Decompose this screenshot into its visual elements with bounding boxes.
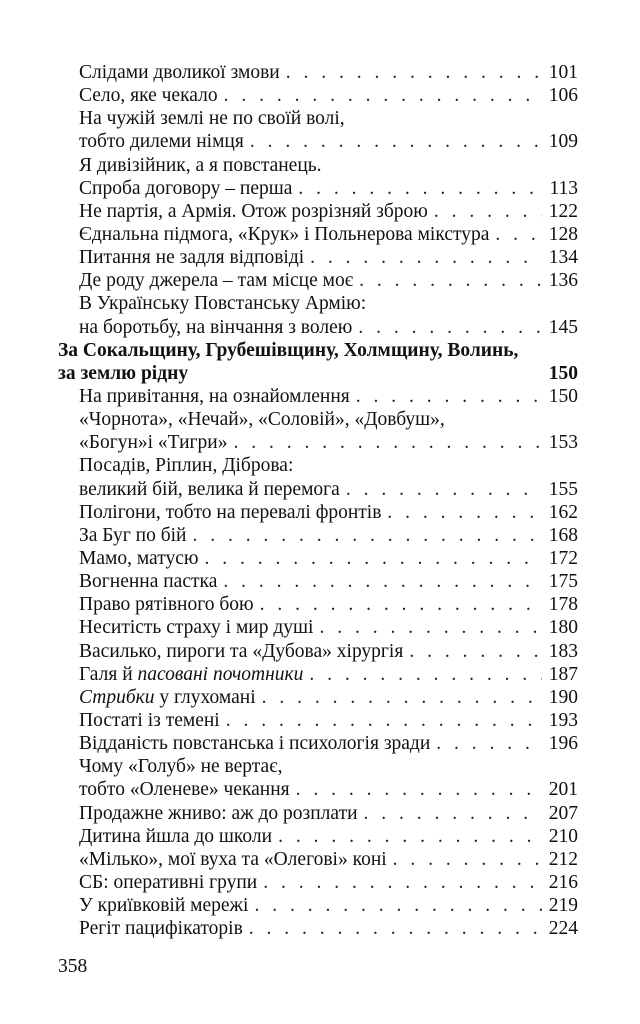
leader-dots (223, 570, 542, 593)
toc-title (79, 755, 282, 778)
toc-title (79, 871, 257, 894)
toc-entry (0, 200, 640, 223)
toc-entry (0, 431, 640, 454)
toc-line (79, 292, 578, 315)
leader-dots (250, 130, 542, 153)
leader-dots (436, 732, 542, 755)
toc-title-text: Мамо, матусю (79, 547, 199, 569)
toc-page-number: 162 (548, 501, 578, 523)
toc-line (58, 339, 578, 362)
toc-page-number: 207 (548, 802, 578, 824)
toc-title-text: «Богун»і «Тигри» (79, 432, 228, 454)
toc-page-number: 145 (548, 316, 578, 338)
toc-title-text: Дитина йшла до школи (79, 825, 273, 847)
toc-line (79, 894, 578, 917)
leader-dots (310, 246, 542, 269)
toc-title-text: Слідами дволикої змови (79, 62, 280, 83)
toc-entry (0, 616, 640, 639)
toc-page-number: 212 (548, 848, 578, 870)
leader-dots (409, 640, 542, 663)
toc-page-number: 190 (548, 686, 578, 708)
toc-line (79, 802, 578, 825)
toc-title (79, 524, 186, 547)
toc-title (79, 917, 243, 940)
leader-dots (434, 200, 542, 223)
leader-dots (286, 61, 542, 84)
toc-title-text: Василько, пироги та «Дубова» хірургія (79, 640, 404, 662)
toc-title (79, 894, 248, 917)
toc-title-text: Не партія, а Армія. Отож розрізняй зброю (79, 200, 428, 222)
toc-entry (0, 848, 640, 871)
toc-title-rest: у глухомані (154, 686, 256, 708)
toc-page-number: 183 (548, 640, 578, 662)
toc-title-text: Неситість страху і мир душі (79, 617, 314, 639)
toc-line (79, 778, 578, 801)
toc-section-line (0, 339, 640, 362)
toc-page-number: 193 (548, 709, 578, 731)
toc-entry (0, 223, 640, 246)
toc-line (79, 755, 578, 778)
toc-line (79, 408, 578, 431)
toc-line (58, 362, 578, 385)
toc-page-number: 113 (549, 177, 578, 199)
toc-page-number: 134 (548, 247, 578, 269)
toc-page-number: 180 (548, 617, 578, 639)
toc-title (79, 593, 254, 616)
toc-entry (0, 570, 640, 593)
toc-title-text: Село, яке чекало (79, 85, 218, 107)
toc-entry (0, 686, 640, 709)
toc-title-text: на боротьбу, на вінчання з волею (79, 316, 353, 338)
toc-title-text: Де роду джерела – там місце моє (79, 270, 354, 292)
toc-title (79, 431, 227, 454)
toc-title (79, 709, 220, 732)
leader-dots (356, 385, 542, 408)
toc-line (79, 501, 578, 524)
toc-title (79, 848, 387, 871)
toc-entry (0, 802, 640, 825)
toc-title (79, 154, 322, 177)
toc-title-text: За Сокальщину, Грубешівщину, Холмщину, Волинь, (58, 339, 519, 361)
toc-title-text: Спроба договору – перша (79, 177, 293, 199)
toc-title-text: за землю рідну (58, 362, 189, 384)
toc-line (79, 524, 578, 547)
leader-dots (358, 316, 542, 339)
toc-entry (0, 547, 640, 570)
toc-entry (0, 154, 640, 177)
toc-line (79, 246, 578, 269)
toc-page-number: 201 (548, 779, 578, 801)
toc-title (79, 61, 280, 84)
toc-title (79, 616, 313, 639)
toc-page-number: 155 (548, 478, 578, 500)
toc-title-text: СБ: оперативні групи (79, 871, 258, 893)
toc-entry (0, 755, 640, 778)
toc-page-number: 150 (548, 362, 578, 384)
toc-title-text: Єднальна підмога, «Крук» і Польнерова мікстура (79, 223, 490, 245)
toc-page-number: 224 (548, 918, 578, 940)
toc-title (79, 84, 218, 107)
toc-page-number: 178 (548, 594, 578, 616)
toc-title (79, 732, 430, 755)
toc-section-line (0, 362, 640, 385)
toc-line (79, 616, 578, 639)
toc-entry (0, 61, 640, 84)
toc-entry (0, 501, 640, 524)
toc-line (79, 640, 578, 663)
toc-title-text: В Українську Повстанську Армію: (79, 293, 367, 315)
toc-line (79, 686, 578, 709)
toc-page-number: 122 (548, 200, 578, 222)
leader-dots (226, 709, 542, 732)
toc-page-number: 128 (548, 223, 578, 245)
leader-dots (309, 663, 542, 686)
toc-title (79, 316, 352, 339)
toc-page-number: 175 (548, 571, 578, 593)
toc-entry (0, 292, 640, 315)
toc-title-text: Полігони, тобто на перевалі фронтів (79, 501, 382, 523)
toc-title-italic: пасовані почотники (137, 663, 304, 685)
toc-entry (0, 871, 640, 894)
toc-line (79, 732, 578, 755)
toc-line (79, 61, 578, 84)
toc-title-text: «Мілько», мої вуха та «Олегові» коні (79, 848, 387, 870)
toc-entry (0, 408, 640, 431)
toc-title (79, 547, 198, 570)
toc-entry (0, 917, 640, 940)
toc-line (79, 200, 578, 223)
toc-title (79, 269, 353, 292)
leader-dots (254, 894, 542, 917)
toc-title-italic: Стрибки (79, 686, 155, 708)
toc-line (79, 593, 578, 616)
toc-entry (0, 269, 640, 292)
toc-title-text: Галя й (79, 663, 138, 685)
leader-dots (319, 616, 542, 639)
toc-page-number: 196 (548, 733, 578, 755)
toc-title-text: Право рятівного бою (79, 594, 254, 616)
toc-line (79, 316, 578, 339)
toc-title-text: Продажне жниво: аж до розплати (79, 802, 358, 824)
toc-title (79, 385, 350, 408)
toc-title-text: На привітання, на ознайомлення (79, 385, 350, 407)
toc-title-text: великий бій, велика й перемога (79, 478, 340, 500)
toc-page-number: 136 (548, 270, 578, 292)
toc-line (79, 547, 578, 570)
toc-entry (0, 640, 640, 663)
toc-title (79, 640, 403, 663)
toc-title (79, 130, 244, 153)
toc-line (79, 871, 578, 894)
toc-line (79, 454, 578, 477)
toc-title-text: Я дивізійник, а я повстанець. (79, 154, 322, 176)
leader-dots (260, 593, 542, 616)
page-number: 358 (58, 956, 88, 977)
toc-title (79, 478, 340, 501)
toc-entry (0, 385, 640, 408)
toc-entry (0, 663, 640, 686)
leader-dots (263, 871, 542, 894)
leader-dots (296, 778, 542, 801)
toc-title (79, 177, 292, 200)
toc-page-number: 219 (548, 895, 578, 917)
toc-line (79, 385, 578, 408)
toc-title (79, 454, 293, 477)
toc-title (79, 501, 381, 524)
toc-entry (0, 107, 640, 130)
toc-title (79, 223, 489, 246)
toc-entry (0, 709, 640, 732)
toc-entry (0, 825, 640, 848)
toc-entry (0, 130, 640, 153)
leader-dots (298, 177, 542, 200)
toc-line (79, 478, 578, 501)
toc-line (79, 223, 578, 246)
toc-title-text: Постаті із темені (79, 709, 220, 731)
toc-title-text: тобто дилеми німця (79, 131, 244, 153)
toc-line (79, 130, 578, 153)
toc-title (58, 362, 188, 385)
toc-title (79, 663, 303, 686)
leader-dots (249, 917, 542, 940)
toc-title-text: «Чорнота», «Нечай», «Соловій», «Довбуш», (79, 409, 445, 431)
toc-entry (0, 894, 640, 917)
toc-entry (0, 246, 640, 269)
toc-title-text: Чому «Голуб» не вертає, (79, 756, 283, 778)
toc-title (79, 778, 290, 801)
toc-title (79, 825, 272, 848)
toc-page-number: 216 (548, 871, 578, 893)
toc-title (79, 200, 428, 223)
toc-line (79, 177, 578, 200)
toc-page-number: 101 (548, 62, 578, 83)
toc-title (79, 802, 358, 825)
toc-title-text: У криївковій мережі (79, 895, 249, 917)
toc-entry (0, 316, 640, 339)
leader-dots (224, 84, 542, 107)
toc-line (79, 570, 578, 593)
toc-page-number: 150 (548, 385, 578, 407)
toc-line (79, 269, 578, 292)
toc-entry (0, 732, 640, 755)
leader-dots (346, 478, 542, 501)
toc-entry (0, 593, 640, 616)
toc-entry (0, 524, 640, 547)
toc-entry (0, 454, 640, 477)
toc-line (79, 848, 578, 871)
toc-line (79, 663, 578, 686)
toc-page-number: 109 (548, 131, 578, 153)
toc-entry (0, 177, 640, 200)
leader-dots (262, 686, 542, 709)
toc-page-number: 153 (548, 432, 578, 454)
toc-title-text: тобто «Оленеве» чекання (79, 779, 290, 801)
toc-line (79, 917, 578, 940)
toc-page-number: 168 (548, 524, 578, 546)
toc-title-text: Питання не задля відповіді (79, 247, 305, 269)
toc-entry (0, 84, 640, 107)
leader-dots (192, 524, 542, 547)
toc-title (79, 408, 445, 431)
toc-line (79, 709, 578, 732)
toc-title (58, 339, 518, 362)
leader-dots (204, 547, 542, 570)
toc-title-text: Регіт пацифікаторів (79, 918, 243, 940)
toc-line (79, 154, 578, 177)
toc-title (79, 570, 217, 593)
toc-page-number: 210 (548, 825, 578, 847)
toc-title (79, 107, 345, 130)
toc-entry (0, 478, 640, 501)
toc-line (79, 431, 578, 454)
toc-line (79, 825, 578, 848)
toc-page-number: 172 (548, 547, 578, 569)
toc-title (79, 686, 256, 709)
toc-entry (0, 778, 640, 801)
toc-line (79, 107, 578, 130)
leader-dots (393, 848, 542, 871)
toc-page-number: 106 (548, 85, 578, 107)
toc-title (79, 246, 304, 269)
toc-page-number: 187 (548, 663, 578, 685)
toc-title (79, 292, 366, 315)
toc-title-text: На чужій землі не по своїй волі, (79, 108, 345, 130)
leader-dots (364, 802, 542, 825)
toc-title-text: За Буг по бій (79, 524, 187, 546)
leader-dots (359, 269, 542, 292)
toc-title-text: Відданість повстанська і психологія зради (79, 733, 431, 755)
leader-dots (233, 431, 542, 454)
table-of-contents (0, 61, 640, 940)
toc-line (79, 84, 578, 107)
toc-title-text: Посадів, Ріплин, Діброва: (79, 455, 294, 477)
leader-dots (278, 825, 542, 848)
toc-title-text: Вогненна пастка (79, 571, 218, 593)
leader-dots (387, 501, 542, 524)
leader-dots (495, 223, 542, 246)
